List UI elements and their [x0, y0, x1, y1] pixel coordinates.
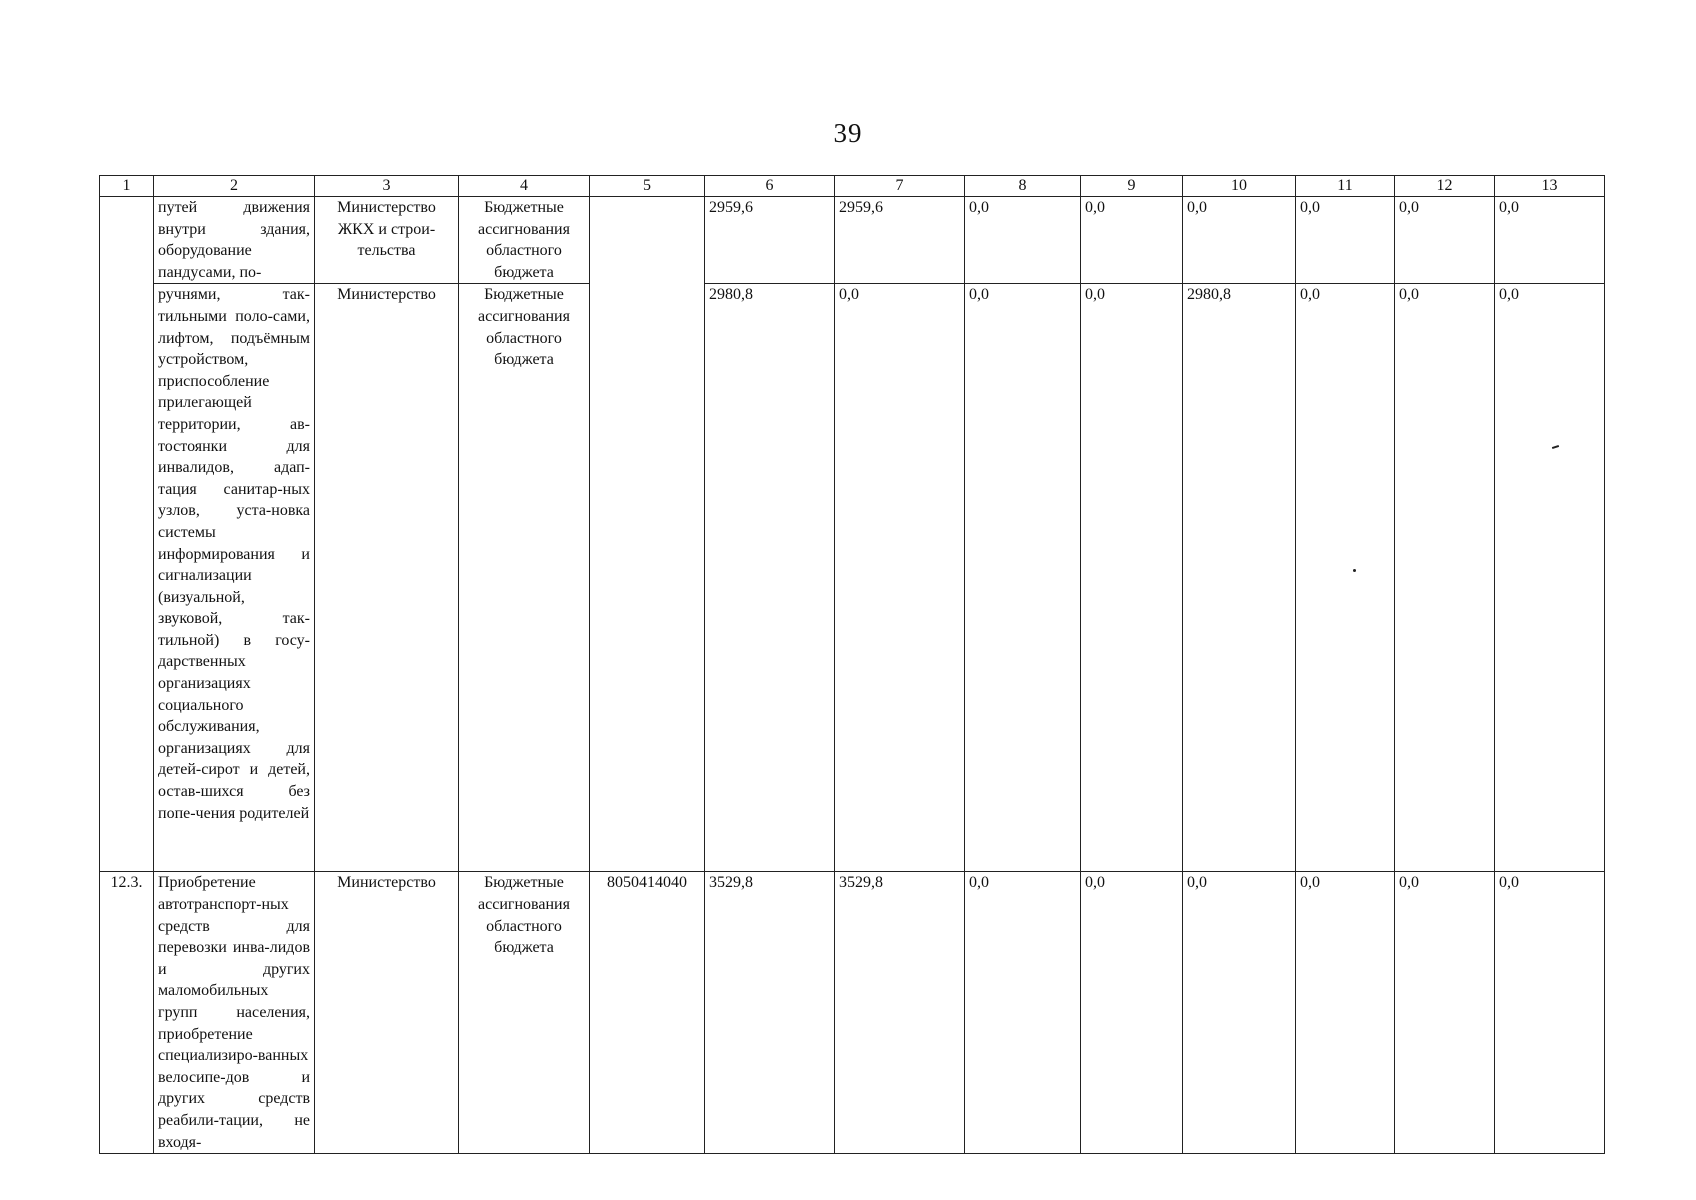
funding-source-cell: Бюджетные ассигнования областного бюджета: [459, 197, 590, 284]
column-number: 8: [965, 176, 1081, 197]
column-number: 6: [705, 176, 835, 197]
executor-cell: Министерство: [315, 872, 459, 1154]
row-index-cell: [100, 197, 154, 872]
value-cell: 2980,8: [1183, 284, 1296, 872]
value-cell: 3529,8: [705, 872, 835, 1154]
column-number-row: [100, 176, 1605, 197]
value-cell: 0,0: [1183, 197, 1296, 284]
table-row: [100, 872, 1605, 1154]
value-cell: 0,0: [965, 197, 1081, 284]
value-cell: 3529,8: [835, 872, 965, 1154]
budget-table: [99, 175, 1605, 1154]
value-cell: 0,0: [1495, 284, 1605, 872]
column-number: 1: [100, 176, 154, 197]
funding-source-cell: Бюджетные ассигнования областного бюджета: [459, 872, 590, 1154]
column-number: 4: [459, 176, 590, 197]
value-cell: 0,0: [1395, 284, 1495, 872]
value-cell: 0,0: [1495, 197, 1605, 284]
value-cell: 0,0: [1081, 197, 1183, 284]
page-number: 39: [833, 118, 863, 148]
table-row: [100, 197, 1605, 284]
value-cell: 2959,6: [705, 197, 835, 284]
budget-code-cell: [590, 197, 705, 872]
executor-cell: Министерство: [315, 284, 459, 872]
executor-cell: Министерство ЖКХ и строи-тельства: [315, 197, 459, 284]
value-cell: 0,0: [1495, 872, 1605, 1154]
value-cell: 0,0: [1395, 197, 1495, 284]
column-number: 9: [1081, 176, 1183, 197]
table-row: [100, 284, 1605, 872]
measure-description: ручнями, так-тильными поло-сами, лифтом, подъёмным устройством, приспособление прилегающей территории, ав-тостоянки для инвалидов, адап-тация санитар-ных узлов, уста-новка системы информирования и сигнализации (визуальной, звуковой, так-тильной) в госу-дарственных организациях социального обслуживания, организациях для детей-сирот и детей, остав-шихся без попе-чения родителей: [154, 284, 315, 872]
value-cell: 0,0: [1296, 284, 1395, 872]
value-cell: 2959,6: [835, 197, 965, 284]
value-cell: 0,0: [1296, 197, 1395, 284]
column-number: 12: [1395, 176, 1495, 197]
column-number: 11: [1296, 176, 1395, 197]
column-number: 7: [835, 176, 965, 197]
column-number: 13: [1495, 176, 1605, 197]
value-cell: 2980,8: [705, 284, 835, 872]
scan-speck: [1353, 569, 1356, 572]
column-number: 10: [1183, 176, 1296, 197]
budget-code-cell: 8050414040: [590, 872, 705, 1154]
measure-description: путей движения внутри здания, оборудование пандусами, по-: [154, 197, 315, 284]
value-cell: 0,0: [1081, 284, 1183, 872]
column-number: 2: [154, 176, 315, 197]
value-cell: 0,0: [1081, 872, 1183, 1154]
value-cell: 0,0: [1183, 872, 1296, 1154]
measure-description: Приобретение автотранспорт-ных средств для перевозки инва-лидов и других маломобильных групп населения, приобретение специализиро-ванных велосипе-дов и других средств реабили-тации, не входя-: [154, 872, 315, 1154]
row-index-cell: 12.3.: [100, 872, 154, 1154]
column-number: 5: [590, 176, 705, 197]
funding-source-cell: Бюджетные ассигнования областного бюджета: [459, 284, 590, 872]
value-cell: 0,0: [965, 284, 1081, 872]
value-cell: 0,0: [835, 284, 965, 872]
column-number: 3: [315, 176, 459, 197]
value-cell: 0,0: [1395, 872, 1495, 1154]
value-cell: 0,0: [965, 872, 1081, 1154]
value-cell: 0,0: [1296, 872, 1395, 1154]
